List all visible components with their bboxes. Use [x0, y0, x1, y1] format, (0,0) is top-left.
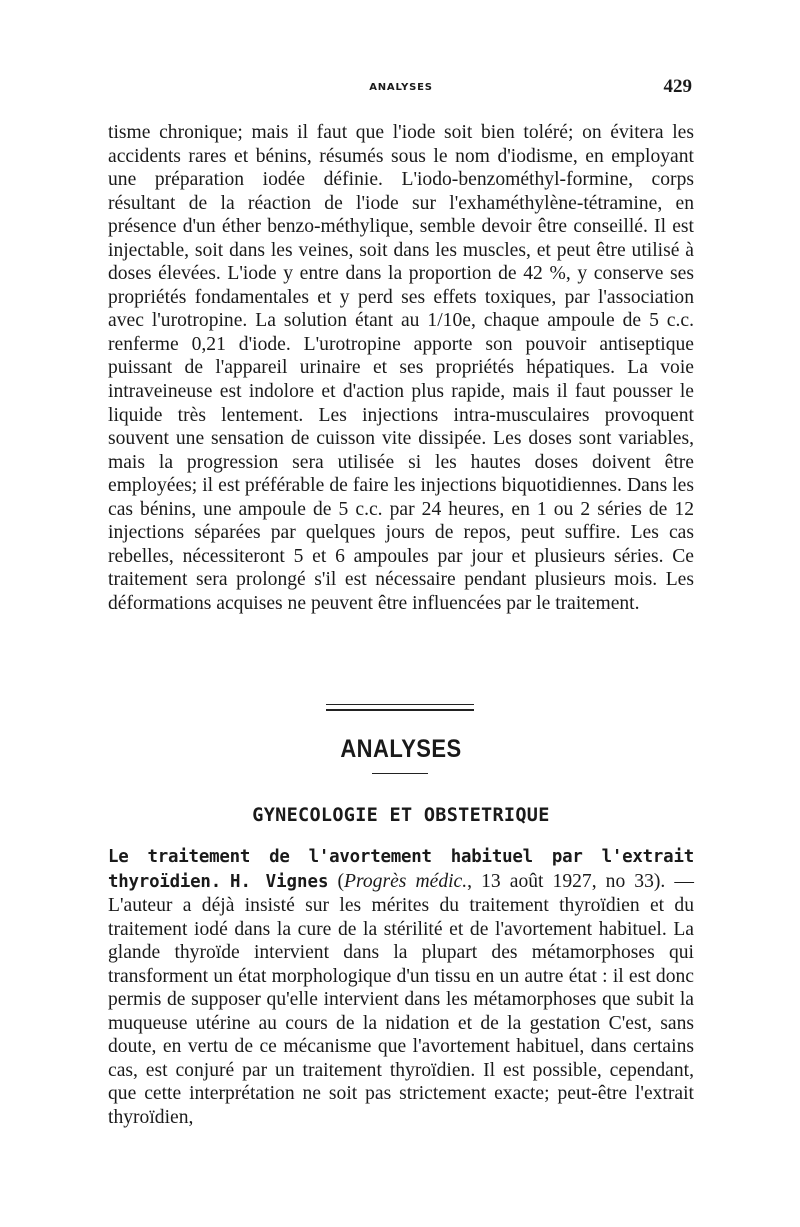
- section-title-underline: [372, 773, 428, 774]
- subsection-title: GYNECOLOGIE ET OBSTETRIQUE: [252, 805, 550, 826]
- continued-paragraph: tisme chronique; mais il faut que l'iode soit bien toléré; on évitera les accidents rares et bénins, résumés sous le nom d'iodisme, en employant une préparation iodée définie. L'iodo-benzométhyl-formine, corps résultant de la réaction de l'iode sur l'exhaméthylène-tétramine, en présence d'un éther benzo-méthylique, semble devoir être conseillé. Il est injectable, soit dans les veines, soit dans les muscles, et peut être utilisé à doses élevées. L'iode y entre dans la proportion de 42 %, y conserve ses propriétés fondamentales et y perd ses effets toxiques, par l'association avec l'urotropine. La solution étant au 1/10e, chaque ampoule de 5 c.c. renferme 0,21 d'iode. L'urotropine apporte son pouvoir antiseptique puissant de l'appareil urinaire et ses propriétés hépatiques. La voie intraveineuse est indolore et d'action plus rapide, mais il faut pousser le liquide très lentement. Les injections intra-musculaires provoquent souvent une sensation de cuisson vite dissipée. Les doses sont variables, mais la progression sera utilisée si les hautes doses doivent être employées; il est préférable de faire les injections biquotidiennes. Dans les cas bénins, une ampoule de 5 c.c. par 24 heures, en 1 ou 2 séries de 12 injections séparées par quelques jours de repos, peut suffire. Les cas rebelles, nécessiteront 5 et 6 ampoules par jour et plusieurs séries. Ce traitement sera prolongé s'il est nécessaire pendant plusieurs mois. Les déformations acquises ne peuvent être influencées par le traitement.: [108, 122, 694, 614]
- section-title: ANALYSES: [340, 735, 462, 763]
- citation-journal: Progrès médic.: [344, 870, 468, 892]
- abstract-paragraph: [108, 845, 694, 1130]
- citation-open: (: [328, 870, 345, 892]
- section-divider-top: [326, 704, 474, 705]
- abstract-author: H. Vignes: [230, 871, 329, 892]
- page-header: [108, 72, 694, 102]
- running-head: ANALYSES: [369, 82, 433, 93]
- abstract-body: L'auteur a déjà insisté sur les mérites du traitement thyroïdien et du traitement iodé dans la cure de la stérilité et de l'avortement habituel. La glande thyroïde intervient dans la plupart des métamorphoses qui transforment un état morphologique d'un tissu en un autre état : il est donc permis de supposer qu'elle intervient dans les métamorphoses que subit la muqueuse utérine au cours de la nidation et de la gestation C'est, sans doute, en vertu de ce mécanisme que l'avortement habituel, dans certains cas, est conjuré par un traitement thyroïdien. Il est possible, cependant, que cette interprétation ne soit pas strictement exacte; peut-être l'extrait thyroïdien,: [108, 895, 694, 1129]
- section-divider-bottom: [326, 709, 474, 711]
- page-number: 429: [663, 76, 692, 97]
- abstract-title: Le traitement de l'avortement habituel par l'extrait thyroïdien.: [108, 847, 694, 892]
- citation-details: , 13 août 1927, no 33). —: [467, 870, 694, 892]
